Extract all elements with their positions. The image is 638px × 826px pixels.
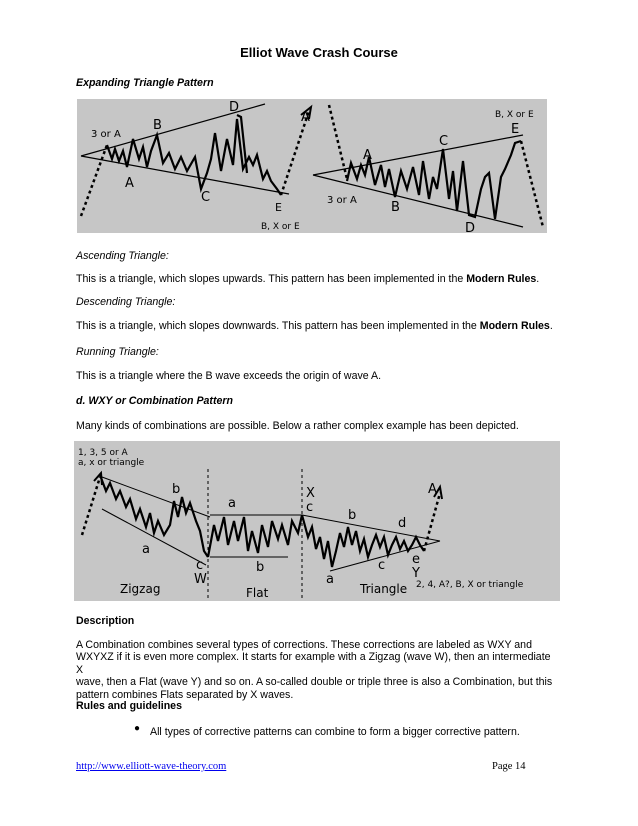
flat-label-a: a	[228, 496, 236, 511]
triangle-label-d: d	[398, 516, 407, 531]
triangle-label-y: Y	[412, 566, 420, 581]
outgoing-wave-right	[521, 141, 543, 227]
triangle-label-b: b	[348, 508, 357, 523]
label-bxe-right: B, X or E	[495, 110, 534, 120]
descending-text	[76, 320, 553, 332]
incoming-wave-left	[81, 145, 107, 216]
flat-label-b: b	[256, 560, 265, 575]
footer-link[interactable]: http://www.elliott-wave-theory.com	[76, 761, 227, 772]
zigzag-label-c: c	[196, 558, 204, 573]
label-arrow-a: A	[428, 482, 437, 497]
zigzag-lower-channel	[102, 509, 206, 565]
triangle-label-a: a	[326, 572, 334, 587]
description-heading: Description	[76, 615, 135, 627]
ascending-text-main: This is a triangle, which slopes upwards. This pattern has been implemented in the	[76, 273, 467, 285]
label-3-or-a-left: 3 or A	[91, 129, 121, 140]
description-line: wave, then a Flat (wave Y) and so on. A so-called double or triple three is also a Combination, but this	[76, 676, 553, 689]
label-bxe-left: B, X or E	[261, 222, 300, 232]
ascending-heading: Ascending Triangle:	[76, 250, 169, 262]
ascending-text-end: .	[536, 273, 540, 285]
expanding-triangle-diagram	[77, 99, 547, 233]
descending-text-main: This is a triangle, which slopes downwards. This pattern has been implemented in the	[76, 320, 480, 332]
label-d-left: D	[229, 100, 240, 115]
label-arrow-a-left: A	[301, 110, 310, 125]
label-c-right: C	[439, 134, 449, 149]
descending-heading: Descending Triangle:	[76, 296, 176, 308]
triangle-outgoing	[424, 493, 440, 551]
triangle-upper-line	[302, 515, 440, 541]
ascending-text-bold: Modern Rules	[466, 273, 537, 285]
descending-text-end: .	[549, 320, 553, 332]
rules-heading: Rules and guidelines	[76, 700, 182, 712]
section-label-triangle: Triangle	[360, 582, 408, 596]
expanding-triangle-figure	[77, 99, 547, 233]
wxy-heading: d. WXY or Combination Pattern	[76, 395, 233, 407]
label-end-options: 2, 4, A?, B, X or triangle	[416, 580, 524, 590]
label-c-left: C	[201, 190, 211, 205]
description-line: pattern combines Flats separated by X waves.	[76, 688, 294, 701]
triangle-label-e: e	[412, 552, 420, 567]
wxy-diagram	[74, 441, 560, 601]
section-label-zigzag: Zigzag	[120, 582, 161, 596]
page-title: Elliot Wave Crash Course	[240, 45, 398, 60]
label-ax-or-triangle: a, x or triangle	[78, 458, 145, 468]
wxy-figure	[74, 441, 560, 601]
flat-wave	[208, 515, 302, 557]
ascending-text	[76, 273, 539, 285]
description-paragraph	[76, 639, 556, 701]
description-line: A Combination combines several types of corrections. These corrections are labeled as WXY and	[76, 639, 532, 651]
label-a-right: A	[363, 148, 372, 163]
label-e-right: E	[511, 122, 520, 137]
label-135-or-a: 1, 3, 5 or A	[78, 448, 128, 458]
label-3-or-a-right: 3 or A	[327, 195, 357, 206]
zigzag-label-b: b	[172, 482, 181, 497]
bullet-icon: ●	[134, 723, 141, 734]
label-b-right: B	[391, 200, 400, 215]
running-heading: Running Triangle:	[76, 346, 159, 358]
description-line: WXYXZ if it is even more complex. It starts for example with a Zigzag (wave W), then an intermediate X	[76, 651, 551, 676]
incoming-wave-right	[329, 105, 347, 179]
triangle-label-c: c	[378, 558, 386, 573]
zigzag-label-w: W	[194, 572, 207, 587]
label-x: X	[306, 486, 315, 501]
section-label-flat: Flat	[246, 586, 269, 600]
running-text: This is a triangle where the B wave exceeds the origin of wave A.	[76, 370, 382, 382]
zigzag-incoming	[82, 477, 100, 535]
label-b-left: B	[153, 118, 162, 133]
upper-trendline-right	[313, 135, 523, 175]
label-e-left: E	[275, 201, 282, 214]
expanding-triangle-heading: Expanding Triangle Pattern	[76, 77, 214, 89]
rules-item: All types of corrective patterns can combine to form a bigger corrective pattern.	[150, 726, 520, 738]
wxy-intro: Many kinds of combinations are possible. Below a rather complex example has been depicted.	[76, 420, 519, 432]
label-d-right: D	[465, 221, 476, 233]
zigzag-label-a: a	[142, 542, 150, 557]
label-x-c: c	[306, 500, 314, 515]
page-number: Page 14	[492, 761, 526, 772]
descending-text-bold: Modern Rules	[479, 320, 550, 332]
wave-path-right	[347, 141, 521, 219]
label-a-left: A	[125, 176, 134, 191]
zigzag-wave	[100, 475, 208, 557]
